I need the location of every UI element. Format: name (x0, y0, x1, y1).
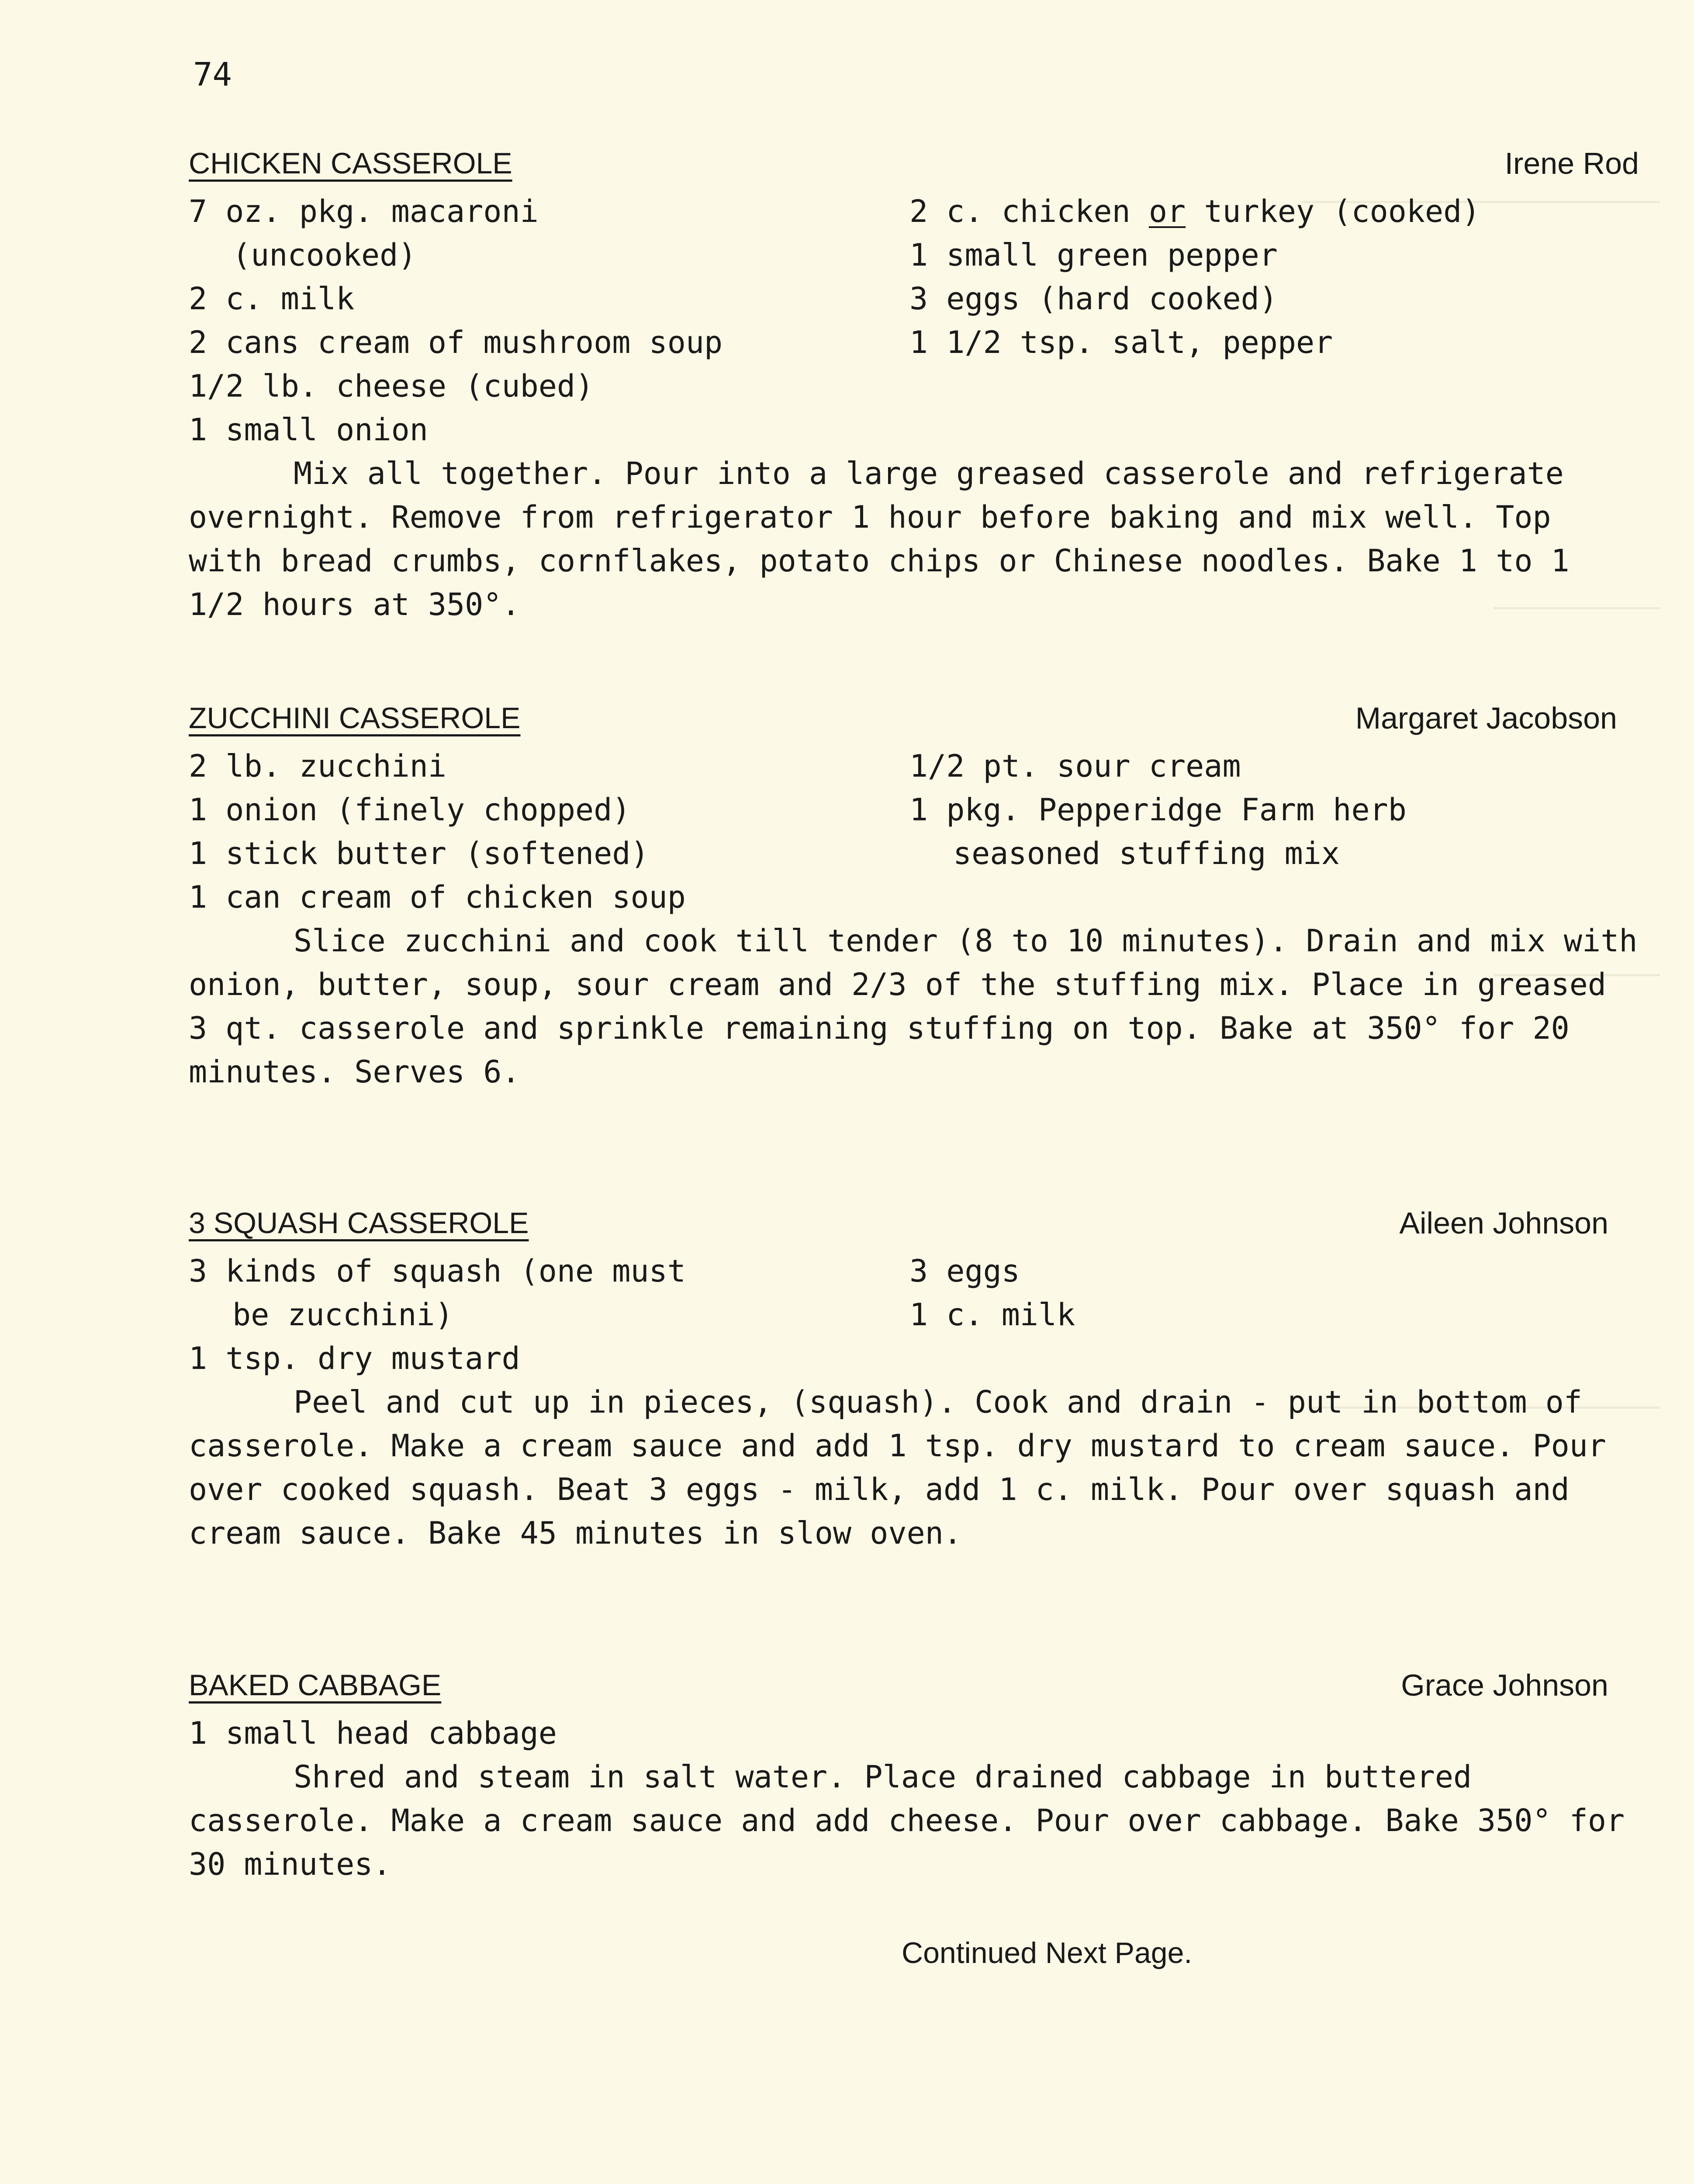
recipe-baked-cabbage (189, 1668, 1639, 1886)
ingredient: 3 eggs (909, 1253, 1020, 1289)
ingredient-column-left (189, 1249, 896, 1380)
ingredient-list (189, 1711, 1639, 1755)
recipe-header (189, 701, 1639, 744)
ingredient: 2 lb. zucchini (189, 748, 447, 784)
ingredient: 2 c. milk (189, 281, 355, 317)
ingredient: 1 small head cabbage (189, 1715, 557, 1751)
ingredient: 1 pkg. Pepperidge Farm herb (909, 792, 1407, 828)
recipe-author: Margaret Jacobson (1355, 701, 1617, 735)
emphasis-or: or (1148, 194, 1186, 229)
recipe-header (189, 1206, 1639, 1249)
ingredient: 1 can cream of chicken soup (189, 879, 686, 915)
recipe-author: Irene Rod (1504, 146, 1639, 180)
ingredient: 1/2 lb. cheese (cubed) (189, 368, 594, 404)
recipe-title: 3 SQUASH CASSEROLE (189, 1206, 529, 1240)
page-number: 74 (193, 56, 232, 93)
ingredient: 7 oz. pkg. macaroni (189, 194, 539, 229)
recipe-header (189, 146, 1639, 190)
ingredient-list (189, 744, 1639, 919)
ingredient: 1/2 pt. sour cream (909, 748, 1241, 784)
recipe-header (189, 1668, 1639, 1711)
recipe-instructions: Slice zucchini and cook till tender (8 to 10 minutes). Drain and mix with onion, butter, soup, sour cream and 2/3 of the stuffing mix. Place in greased 3 qt. casserole and sprinkle remaining stuffing on top. Bake at 350° for 20 minutes. Serves 6. (189, 923, 1638, 1090)
ingredient-list (189, 1249, 1639, 1380)
ingredient-part: 2 c. chicken (909, 194, 1149, 229)
ingredient: 1 tsp. dry mustard (189, 1341, 520, 1376)
recipe-instructions: Peel and cut up in pieces, (squash). Cook and drain - put in bottom of casserole. Make a cream sauce and add 1 tsp. dry mustard to cream sauce. Pour over cooked squash. Beat 3 eggs - milk, add 1 c. milk. Pour over squash and cream sauce. Bake 45 minutes in slow oven. (189, 1384, 1607, 1551)
recipe-title: CHICKEN CASSEROLE (189, 147, 512, 180)
ingredient: seasoned stuffing mix (953, 836, 1340, 871)
recipe-instructions: Shred and steam in salt water. Place drained cabbage in buttered casserole. Make a cream sauce and add cheese. Pour over cabbage. Bake 350° for 30 minutes. (189, 1759, 1625, 1882)
ingredient: (uncooked) (232, 237, 417, 273)
recipe-zucchini-casserole (189, 701, 1639, 1094)
ingredient: 2 cans cream of mushroom soup (189, 325, 723, 360)
recipe-instructions: Mix all together. Pour into a large greased casserole and refrigerate overnight. Remove from refrigerator 1 hour before baking and mix well. Top with bread crumbs, cornflakes, potato chips or Chinese noodles. Bake 1 to 1 1/2 hours at 350°. (189, 456, 1570, 622)
ingredient: 1 onion (finely chopped) (189, 792, 631, 828)
ingredient: 1 small onion (189, 412, 428, 448)
recipe-author: Aileen Johnson (1399, 1206, 1608, 1240)
ingredient-column-right (909, 190, 1643, 364)
ingredient-column-right (909, 744, 1643, 875)
ingredient: 1 small green pepper (909, 237, 1278, 273)
recipe-chicken-casserole (189, 146, 1639, 626)
ingredient (909, 190, 1643, 233)
recipe-author: Grace Johnson (1401, 1668, 1608, 1702)
recipe-3-squash-casserole (189, 1206, 1639, 1555)
ingredient-list (189, 190, 1639, 452)
ingredient: 1 c. milk (909, 1297, 1075, 1333)
ingredient: 1 1/2 tsp. salt, pepper (909, 325, 1333, 360)
continued-next-page: Continued Next Page. (902, 1936, 1193, 1970)
ingredient: be zucchini) (232, 1297, 453, 1333)
ingredient-column-right (909, 1249, 1643, 1337)
ingredient-part: turkey (cooked) (1186, 194, 1480, 229)
ingredient: 1 stick butter (softened) (189, 836, 649, 871)
ingredient: 3 eggs (hard cooked) (909, 281, 1278, 317)
recipe-title: BAKED CABBAGE (189, 1669, 442, 1702)
recipe-title: ZUCCHINI CASSEROLE (189, 702, 521, 735)
ingredient-column-left (189, 744, 896, 919)
ingredient-column-left (189, 190, 896, 452)
ingredient-column-left (189, 1711, 896, 1755)
ingredient: 3 kinds of squash (one must (189, 1253, 686, 1289)
